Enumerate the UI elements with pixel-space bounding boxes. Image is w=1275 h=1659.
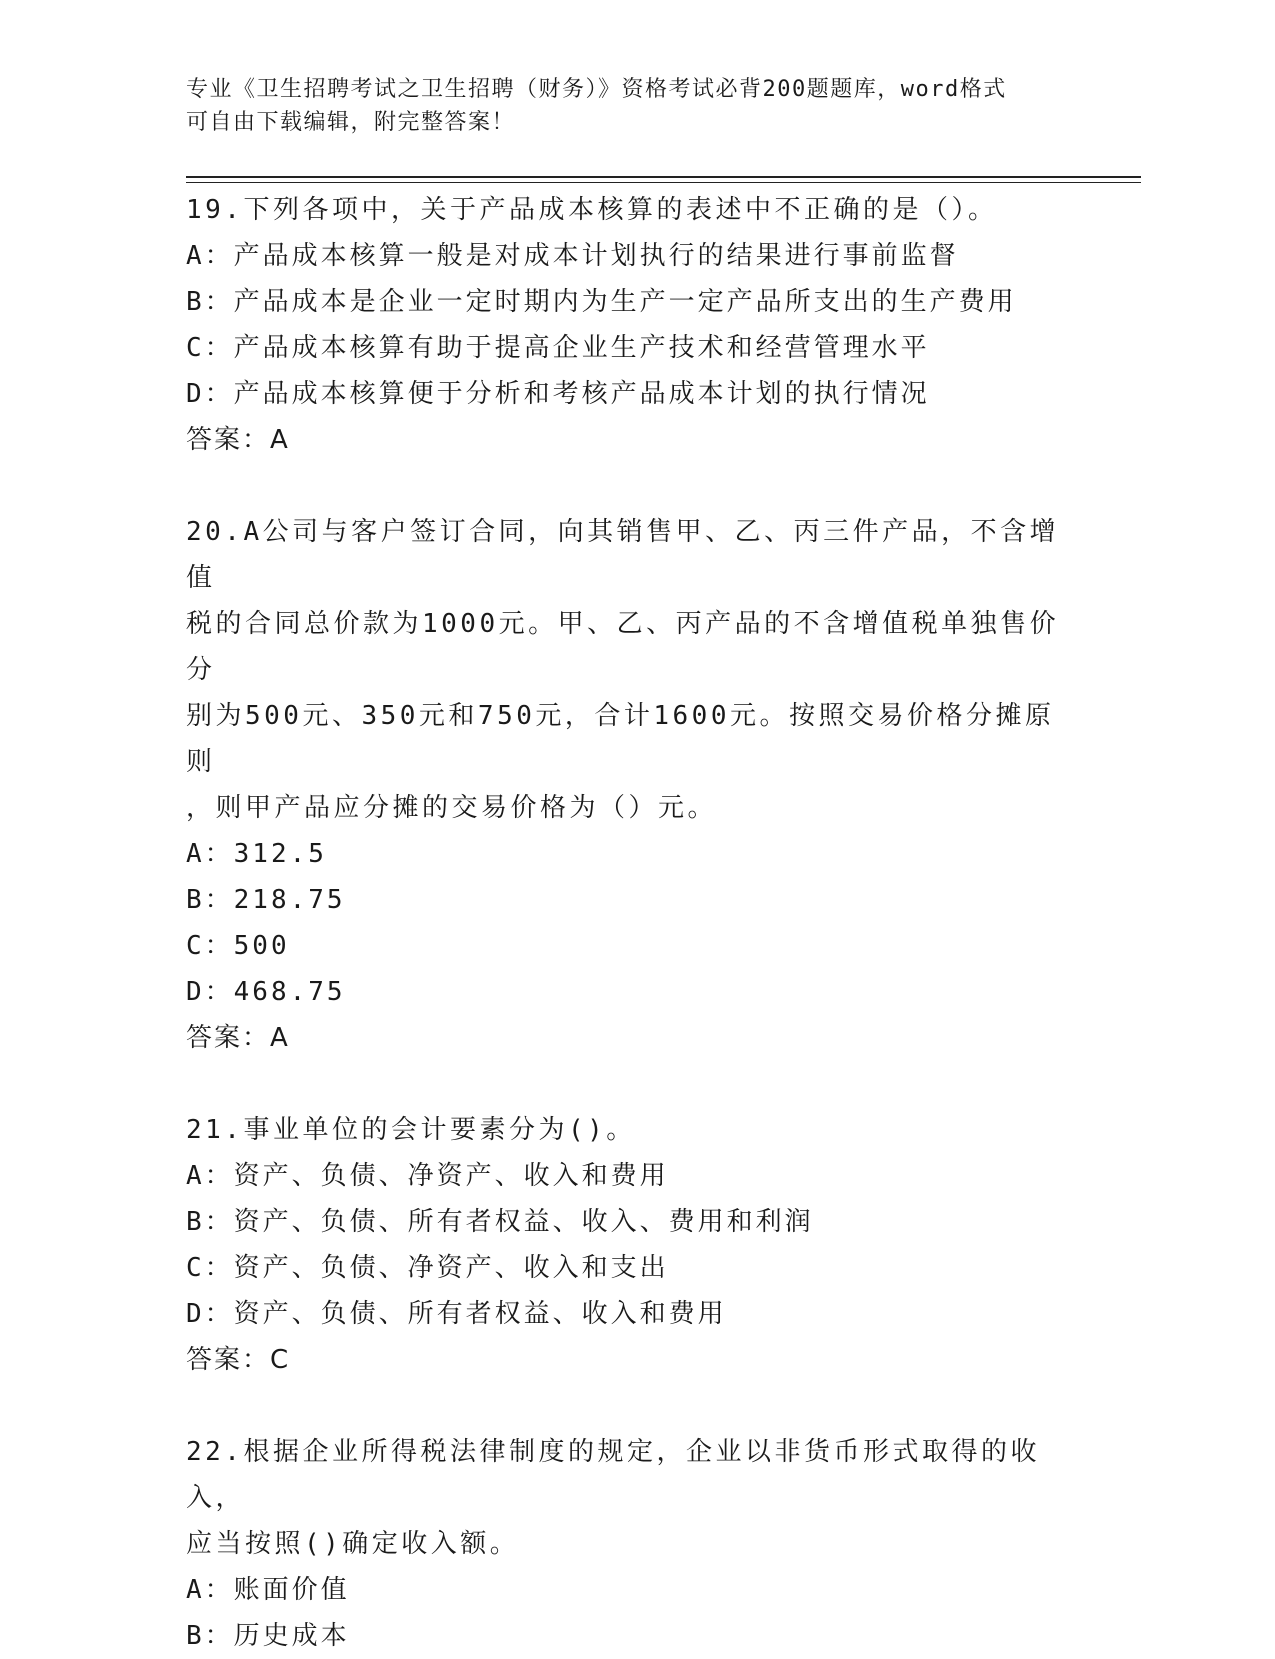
- header-divider-thin: [186, 182, 1141, 183]
- option-a: A：产品成本核算一般是对成本计划执行的结果进行事前监督: [186, 241, 959, 271]
- option-d: D：资产、负债、所有者权益、收入和费用: [186, 1299, 727, 1329]
- option-b: B：218.75: [186, 885, 346, 915]
- option-b: B：历史成本: [186, 1621, 350, 1651]
- header-divider-thick: [186, 176, 1141, 178]
- document-header: [186, 73, 1066, 139]
- question-stem: 19.下列各项中，关于产品成本核算的表述中不正确的是（）。: [186, 195, 998, 225]
- question-stem-line-1: 20.A公司与客户签订合同，向其销售甲、乙、丙三件产品，不含增值: [186, 517, 1060, 593]
- question-20: [186, 509, 1066, 1061]
- question-stem: 21.事业单位的会计要素分为()。: [186, 1115, 636, 1145]
- option-c: C：500: [186, 931, 290, 961]
- question-21: [186, 1107, 1066, 1383]
- header-line-1: 专业《卫生招聘考试之卫生招聘（财务）》资格考试必背200题题库，word格式: [186, 77, 1007, 102]
- question-stem-line-2: 税的合同总价款为1000元。甲、乙、丙产品的不含增值税单独售价分: [186, 609, 1060, 685]
- option-d: D：468.75: [186, 977, 346, 1007]
- question-stem-line-3: 别为500元、350元和750元，合计1600元。按照交易价格分摊原则: [186, 701, 1055, 777]
- question-stem-line-4: ，则甲产品应分摊的交易价格为（）元。: [186, 793, 718, 823]
- answer-line: 答案：C: [186, 1345, 291, 1375]
- option-d: D：产品成本核算便于分析和考核产品成本计划的执行情况: [186, 379, 930, 409]
- question-22: [186, 1429, 1066, 1659]
- answer-line: 答案：A: [186, 425, 290, 455]
- question-stem-line-2: 应当按照()确定收入额。: [186, 1529, 520, 1559]
- option-b: B：产品成本是企业一定时期内为生产一定产品所支出的生产费用: [186, 287, 1017, 317]
- option-a: A：资产、负债、净资产、收入和费用: [186, 1161, 669, 1191]
- option-a: A：312.5: [186, 839, 327, 869]
- option-a: A：账面价值: [186, 1575, 350, 1605]
- option-c: C：产品成本核算有助于提高企业生产技术和经营管理水平: [186, 333, 930, 363]
- option-b: B：资产、负债、所有者权益、收入、费用和利润: [186, 1207, 814, 1237]
- question-list: [186, 187, 1066, 1659]
- answer-line: 答案：A: [186, 1023, 290, 1053]
- option-c: C：资产、负债、净资产、收入和支出: [186, 1253, 669, 1283]
- question-19: [186, 187, 1066, 463]
- header-line-2: 可自由下载编辑，附完整答案！: [186, 110, 516, 135]
- question-stem-line-1: 22.根据企业所得税法律制度的规定，企业以非货币形式取得的收入，: [186, 1437, 1040, 1513]
